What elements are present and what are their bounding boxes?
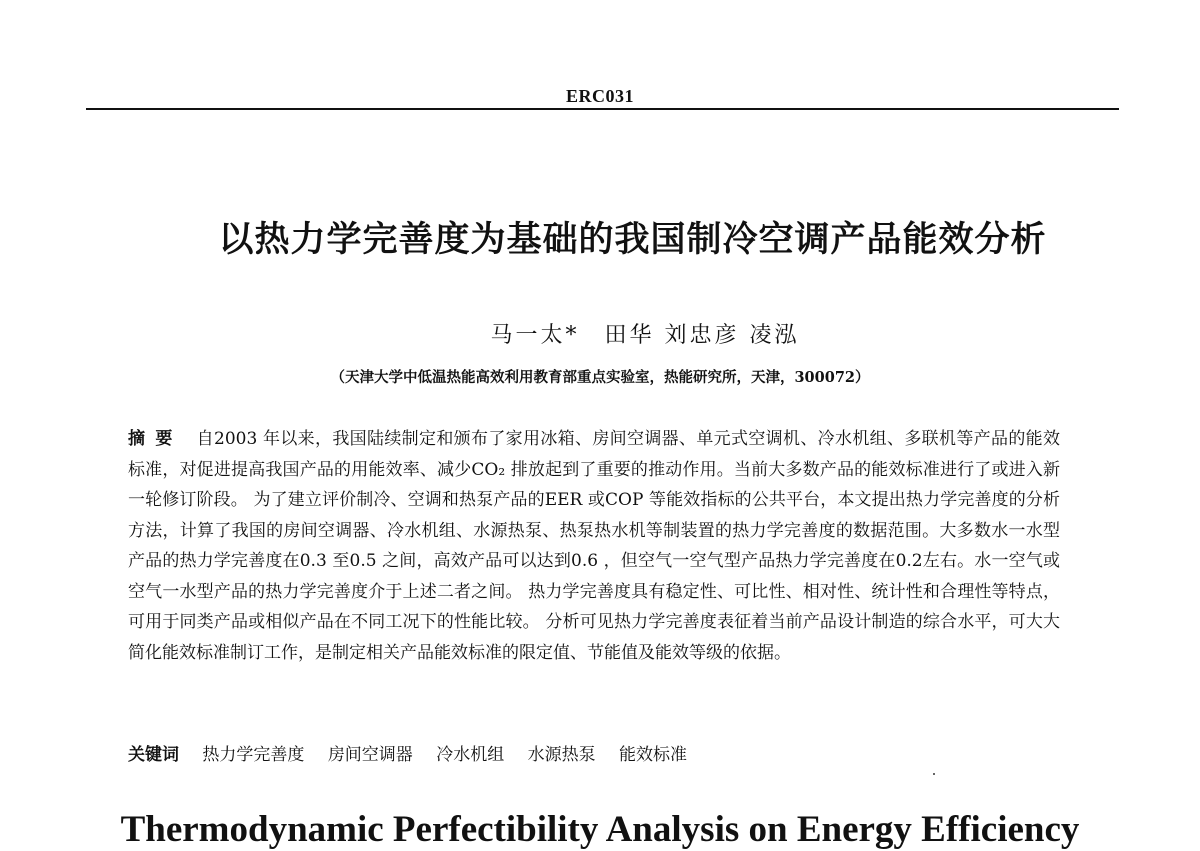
- paper-title-chinese: 以热力学完善度为基础的我国制冷空调产品能效分析: [218, 220, 1047, 260]
- header-rule: [86, 108, 1119, 110]
- header-code: ERC031: [565, 86, 634, 106]
- keyword-item: 水源热泵: [527, 745, 596, 765]
- abstract: [128, 424, 1060, 668]
- affiliation: （天津大学中低温热能高效利用教育部重点实验室，热能研究所，天津，300072）: [330, 369, 870, 386]
- stray-dot: [933, 773, 935, 775]
- keywords-label: 关键词: [128, 745, 179, 765]
- abstract-text: 自2003 年以来，我国陆续制定和颁布了家用冰箱、房间空调器、单元式空调机、冷水机组、多联机等产品的能效标准，对促进提高我国产品的用能效率、减少CO₂ 排放起到了重要的推动作用。当前大多数产品的能效标准进行了或进入新一轮修订阶段。 为了建立评价制冷、空调和热泵产品的EER 或COP 等能效指标的公共平台，本文提出热力学完善度的分析方法，计算了我国的房间空调器、冷水机组、水源热泵、热泵热水机等制装置的热力学完善度的数据范围。大多数水一水型产品的热力学完善度在0.3 至0.5 之间，高效产品可以达到0.6 ，但空气一空气型产品热力学完善度在0.2左右。水一空气或空气一水型产品的热力学完善度介于上述二者之间。 热力学完善度具有稳定性、可比性、相对性、统计性和合理性等特点，可用于同类产品或相似产品在不同工况下的性能比较。 分析可见热力学完善度表征着当前产品设计制造的综合水平，可大大简化能效标准制订工作，是制定相关产品能效标准的限定值、节能值及能效等级的依据。: [128, 429, 1060, 663]
- keyword-item: 能效标准: [619, 745, 688, 765]
- abstract-label: 摘要: [128, 429, 183, 449]
- keyword-item: 房间空调器: [327, 745, 413, 765]
- authors: 马一太* 田华 刘忠彦 凌泓: [490, 323, 800, 348]
- keyword-item: 热力学完善度: [202, 745, 305, 765]
- paper-title-english: Thermodynamic Perfectibility Analysis on Energy Efficiency: [120, 809, 1080, 850]
- keywords: [128, 740, 1060, 765]
- keyword-item: 冷水机组: [436, 745, 505, 765]
